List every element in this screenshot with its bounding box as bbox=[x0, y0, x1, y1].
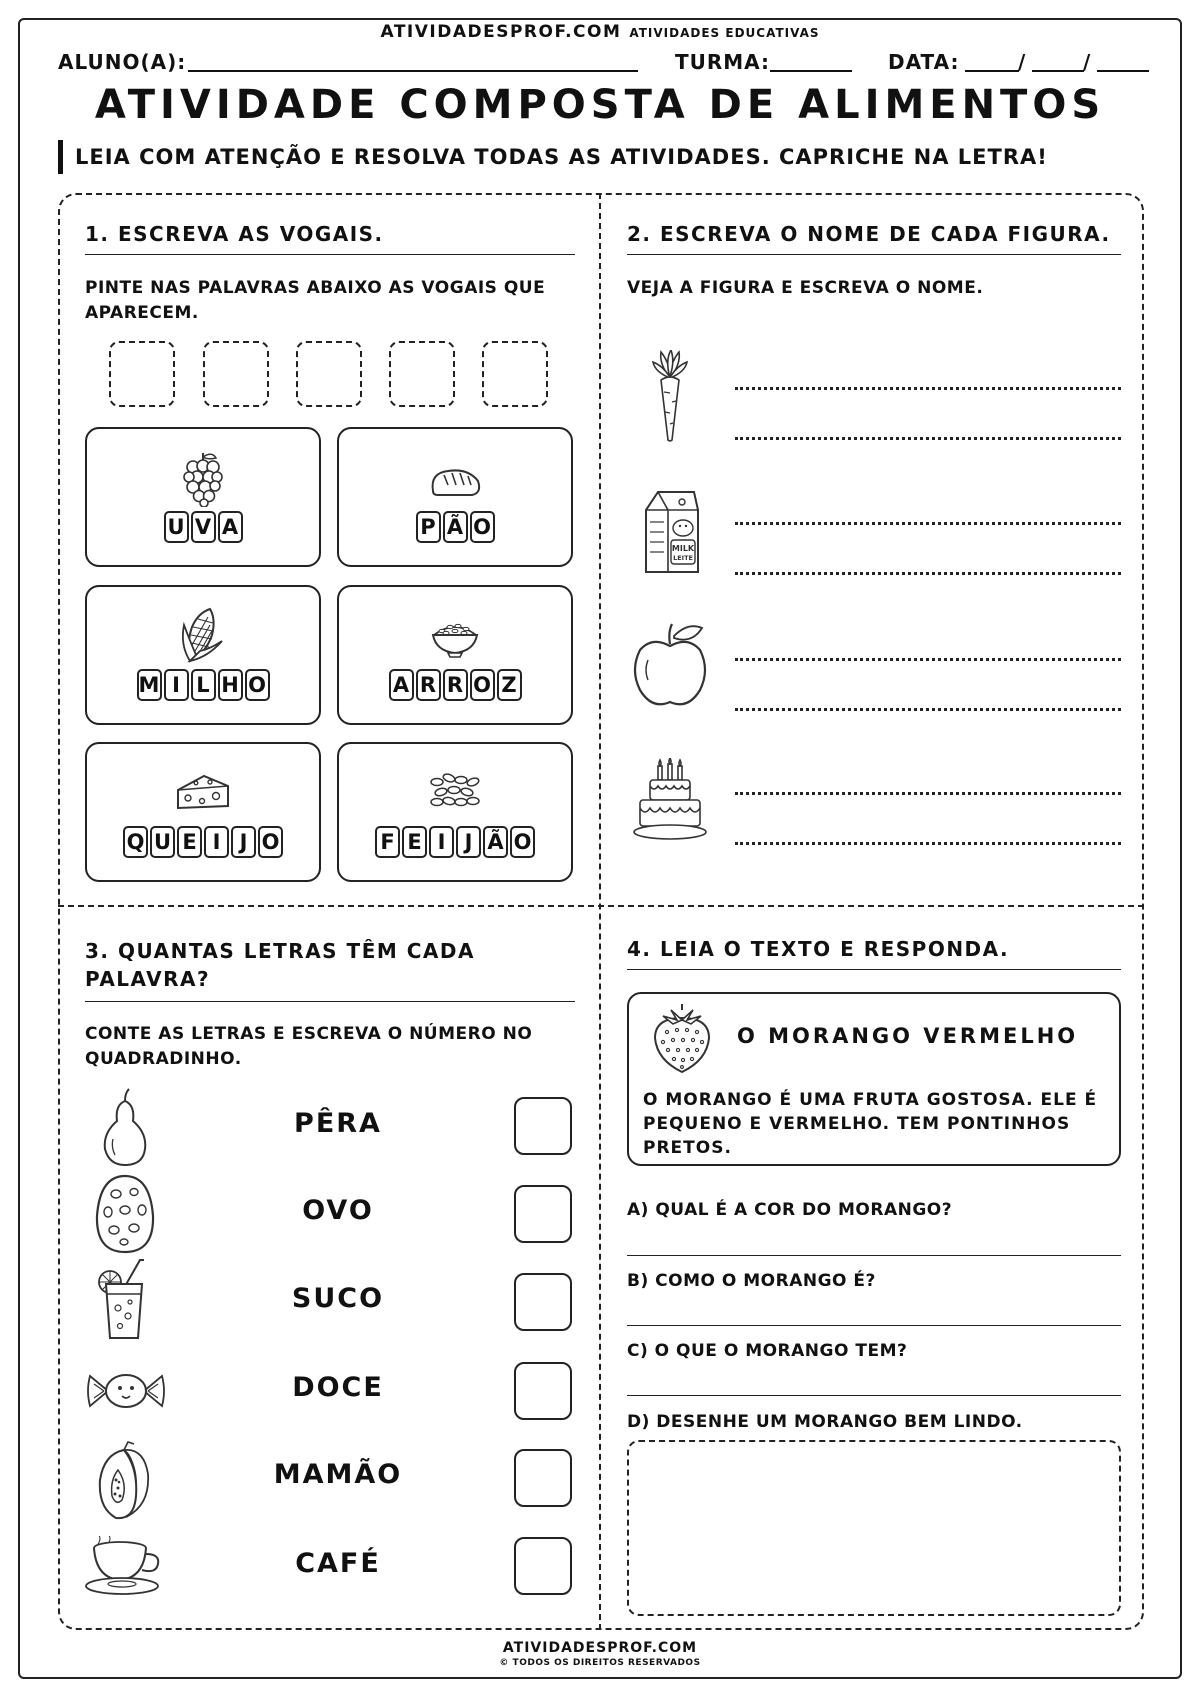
letter-tile[interactable]: Q bbox=[123, 826, 148, 858]
vowel-box[interactable] bbox=[296, 341, 362, 407]
aluno-label: ALUNO(A): bbox=[58, 50, 187, 74]
section3-subtitle bbox=[85, 1022, 585, 1072]
date-day-field[interactable] bbox=[965, 70, 1019, 72]
word-letters bbox=[339, 511, 571, 543]
word-card-queijo bbox=[85, 742, 321, 882]
count-answer-box[interactable] bbox=[514, 1273, 572, 1331]
word-letters bbox=[87, 511, 319, 543]
section3-subtitle-line: QUADRADINHO. bbox=[85, 1049, 242, 1069]
footer-site: ATIVIDADESPROF.COM bbox=[502, 1640, 698, 1656]
egg-icon bbox=[92, 1172, 158, 1256]
section2-title: 2. ESCREVA O NOME DE CADA FIGURA. bbox=[627, 222, 1121, 255]
letter-tile[interactable]: E bbox=[402, 826, 427, 858]
story-line: O MORANGO É UMA FRUTA GOSTOSA. ELE É bbox=[643, 1090, 1098, 1110]
answer-line[interactable] bbox=[735, 572, 1121, 575]
letter-tile[interactable]: O bbox=[470, 511, 495, 543]
coffee-cup-icon bbox=[84, 1536, 166, 1598]
word-card-uva bbox=[85, 427, 321, 567]
letter-tile[interactable]: J bbox=[231, 826, 256, 858]
cake-icon bbox=[632, 758, 708, 848]
site-tagline: ATIVIDADES EDUCATIVAS bbox=[629, 26, 820, 40]
cheese-icon bbox=[174, 770, 232, 814]
section3-title-line: 3. QUANTAS LETRAS TÊM CADA bbox=[85, 939, 475, 963]
letter-tile[interactable]: P bbox=[416, 511, 441, 543]
answer-line[interactable] bbox=[735, 658, 1121, 661]
footer-rights: © TODOS OS DIREITOS RESERVADOS bbox=[499, 1658, 701, 1668]
vowel-box[interactable] bbox=[109, 341, 175, 407]
site-header bbox=[0, 22, 1200, 42]
milk-carton-icon bbox=[638, 488, 704, 576]
answer-line[interactable] bbox=[735, 522, 1121, 525]
story-card bbox=[627, 992, 1121, 1166]
story-line: PRETOS. bbox=[643, 1138, 732, 1158]
grapes-icon bbox=[178, 451, 228, 507]
letter-tile[interactable]: Ã bbox=[483, 826, 508, 858]
answer-line[interactable] bbox=[735, 437, 1121, 440]
vowel-box[interactable] bbox=[482, 341, 548, 407]
question-b: B) COMO O MORANGO É? bbox=[627, 1271, 876, 1291]
count-word: SUCO bbox=[291, 1283, 385, 1314]
vowel-box[interactable] bbox=[389, 341, 455, 407]
word-letters bbox=[339, 826, 571, 858]
word-card-arroz bbox=[337, 585, 573, 725]
letter-tile[interactable]: R bbox=[416, 669, 441, 701]
corn-icon bbox=[178, 605, 228, 665]
site-name: ATIVIDADESPROF.COM bbox=[380, 22, 622, 42]
letter-tile[interactable]: U bbox=[164, 511, 189, 543]
word-letters bbox=[87, 669, 319, 701]
count-answer-box[interactable] bbox=[514, 1362, 572, 1420]
beans-icon bbox=[427, 770, 483, 814]
apple-icon bbox=[630, 622, 710, 712]
vowel-box[interactable] bbox=[203, 341, 269, 407]
drawing-box[interactable] bbox=[627, 1440, 1121, 1616]
vertical-divider bbox=[599, 193, 601, 1630]
instruction: LEIA COM ATENÇÃO E RESOLVA TODAS AS ATIVIDADES. CAPRICHE NA LETRA! bbox=[58, 140, 1048, 174]
letter-tile[interactable]: I bbox=[164, 669, 189, 701]
section3-subtitle-line: CONTE AS LETRAS E ESCREVA O NÚMERO NO bbox=[85, 1024, 533, 1044]
section2-subtitle: VEJA A FIGURA E ESCREVA O NOME. bbox=[627, 278, 984, 298]
letter-tile[interactable]: U bbox=[150, 826, 175, 858]
pear-icon bbox=[97, 1087, 153, 1167]
bread-icon bbox=[428, 463, 482, 503]
section3-title bbox=[85, 937, 575, 1002]
letter-tile[interactable]: A bbox=[389, 669, 414, 701]
letter-tile[interactable]: O bbox=[470, 669, 495, 701]
word-card-milho bbox=[85, 585, 321, 725]
answer-line[interactable] bbox=[735, 842, 1121, 845]
letter-tile[interactable]: O bbox=[258, 826, 283, 858]
milk-label: MILK bbox=[671, 544, 695, 553]
date-separator: / bbox=[1018, 50, 1027, 74]
letter-tile[interactable]: Ã bbox=[443, 511, 468, 543]
section4-title: 4. LEIA O TEXTO E RESPONDA. bbox=[627, 937, 1121, 970]
letter-tile[interactable]: Z bbox=[497, 669, 522, 701]
word-letters bbox=[87, 826, 319, 858]
section1-subtitle-line: PINTE NAS PALAVRAS ABAIXO AS VOGAIS QUE bbox=[85, 278, 546, 298]
turma-field[interactable] bbox=[770, 70, 852, 72]
count-word: CAFÉ bbox=[295, 1548, 381, 1579]
count-word: MAMÃO bbox=[273, 1459, 403, 1490]
question-a: A) QUAL É A COR DO MORANGO? bbox=[627, 1200, 953, 1220]
letter-tile[interactable]: H bbox=[218, 669, 243, 701]
letter-tile[interactable]: O bbox=[245, 669, 270, 701]
word-card-pao bbox=[337, 427, 573, 567]
letter-tile[interactable]: F bbox=[375, 826, 400, 858]
letter-tile[interactable]: E bbox=[177, 826, 202, 858]
letter-tile[interactable]: I bbox=[429, 826, 454, 858]
story-line: PEQUENO E VERMELHO. TEM PONTINHOS bbox=[643, 1114, 1071, 1134]
word-letters bbox=[339, 669, 571, 701]
answer-line-b[interactable] bbox=[627, 1324, 1121, 1326]
section3-title-line: PALAVRA? bbox=[85, 967, 211, 991]
letter-tile[interactable]: A bbox=[218, 511, 243, 543]
section1-subtitle bbox=[85, 276, 585, 326]
candy-icon bbox=[86, 1370, 166, 1412]
turma-label: TURMA: bbox=[675, 50, 771, 74]
papaya-icon bbox=[94, 1440, 154, 1520]
answer-line[interactable] bbox=[735, 708, 1121, 711]
horizontal-divider bbox=[58, 905, 1144, 907]
count-word: DOCE bbox=[292, 1372, 384, 1403]
count-answer-box[interactable] bbox=[514, 1449, 572, 1507]
letter-tile[interactable]: O bbox=[510, 826, 535, 858]
juice-icon bbox=[92, 1258, 158, 1340]
question-d: D) DESENHE UM MORANGO BEM LINDO. bbox=[627, 1412, 1023, 1432]
data-label: DATA: bbox=[888, 50, 960, 74]
count-word: OVO bbox=[302, 1195, 374, 1226]
section1-subtitle-line: APARECEM. bbox=[85, 303, 199, 323]
letter-tile[interactable]: M bbox=[137, 669, 162, 701]
answer-line[interactable] bbox=[735, 387, 1121, 390]
letter-tile[interactable]: R bbox=[443, 669, 468, 701]
count-answer-box[interactable] bbox=[514, 1537, 572, 1595]
aluno-field[interactable] bbox=[188, 70, 638, 72]
rice-bowl-icon bbox=[430, 615, 480, 659]
count-answer-box[interactable] bbox=[514, 1185, 572, 1243]
leite-label: LEITE bbox=[673, 554, 693, 562]
letter-tile[interactable]: J bbox=[456, 826, 481, 858]
date-separator: / bbox=[1083, 50, 1092, 74]
count-answer-box[interactable] bbox=[514, 1097, 572, 1155]
count-word: PÊRA bbox=[294, 1108, 382, 1139]
answer-line-a[interactable] bbox=[627, 1254, 1121, 1256]
carrot-icon bbox=[645, 350, 695, 442]
answer-line-c[interactable] bbox=[627, 1394, 1121, 1396]
strawberry-icon bbox=[649, 1004, 715, 1074]
letter-tile[interactable]: I bbox=[204, 826, 229, 858]
letter-tile[interactable]: V bbox=[191, 511, 216, 543]
letter-tile[interactable]: L bbox=[191, 669, 216, 701]
story-text bbox=[643, 1088, 1105, 1160]
date-year-field[interactable] bbox=[1097, 70, 1149, 72]
word-card-feijao bbox=[337, 742, 573, 882]
page-title: ATIVIDADE COMPOSTA DE ALIMENTOS bbox=[94, 82, 1106, 128]
section1-title: 1. ESCREVA AS VOGAIS. bbox=[85, 222, 575, 255]
story-title: O MORANGO VERMELHO bbox=[737, 1024, 1079, 1048]
answer-line[interactable] bbox=[735, 792, 1121, 795]
question-c: C) O QUE O MORANGO TEM? bbox=[627, 1341, 908, 1361]
footer bbox=[0, 1640, 1200, 1668]
date-month-field[interactable] bbox=[1032, 70, 1084, 72]
